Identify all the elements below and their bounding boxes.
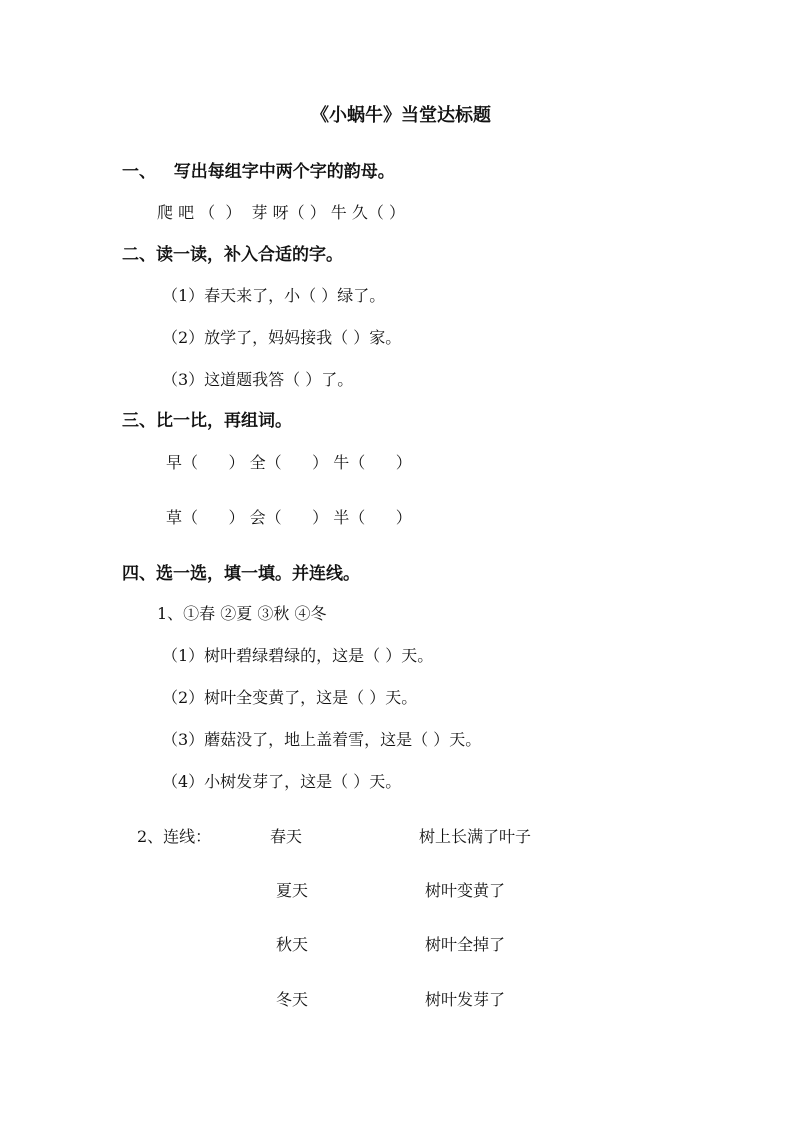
section-1-line-1: 爬 吧 （ ） 芽 呀（ ） 牛 久（ ） (157, 203, 405, 222)
section-4-heading: 四、选一选，填一填。并连线。 (122, 564, 360, 584)
match-left-1[interactable]: 春天 (270, 827, 303, 846)
section-4-sub2: 2、连线： (137, 827, 212, 846)
section-2-line-1: （1）春天来了，小（ ）绿了。 (162, 286, 386, 305)
match-right-1[interactable]: 树上长满了叶子 (419, 827, 532, 846)
section-4-line-4: （4）小树发芽了，这是（ ）天。 (162, 772, 402, 791)
section-3-line-2: 草（ ） 会（ ） 半（ ） (166, 508, 412, 527)
section-2-heading: 二、读一读，补入合适的字。 (122, 245, 343, 265)
section-4-line-3: （3）蘑菇没了，地上盖着雪，这是（ ）天。 (162, 730, 482, 749)
section-4-sub1: 1、①春 ②夏 ③秋 ④冬 (157, 604, 327, 623)
section-2-line-3: （3）这道题我答（ ）了。 (162, 370, 354, 389)
section-2-line-2: （2）放学了，妈妈接我（ ）家。 (162, 328, 402, 347)
section-4-line-2: （2）树叶全变黄了，这是（ ）天。 (162, 688, 418, 707)
match-right-2[interactable]: 树叶变黄了 (425, 881, 506, 900)
section-1-heading: 一、 写出每组字中两个字的韵母。 (122, 162, 395, 182)
match-left-4[interactable]: 冬天 (276, 990, 309, 1009)
match-right-3[interactable]: 树叶全掉了 (425, 935, 506, 954)
section-3-line-1: 早（ ） 全（ ） 牛（ ） (166, 453, 412, 472)
section-4-line-1: （1）树叶碧绿碧绿的，这是（ ）天。 (162, 646, 434, 665)
match-left-2[interactable]: 夏天 (276, 881, 309, 900)
match-left-3[interactable]: 秋天 (276, 935, 309, 954)
match-right-4[interactable]: 树叶发芽了 (425, 990, 506, 1009)
page-title: 《小蜗牛》当堂达标题 (311, 105, 491, 126)
section-3-heading: 三、比一比，再组词。 (122, 411, 292, 431)
